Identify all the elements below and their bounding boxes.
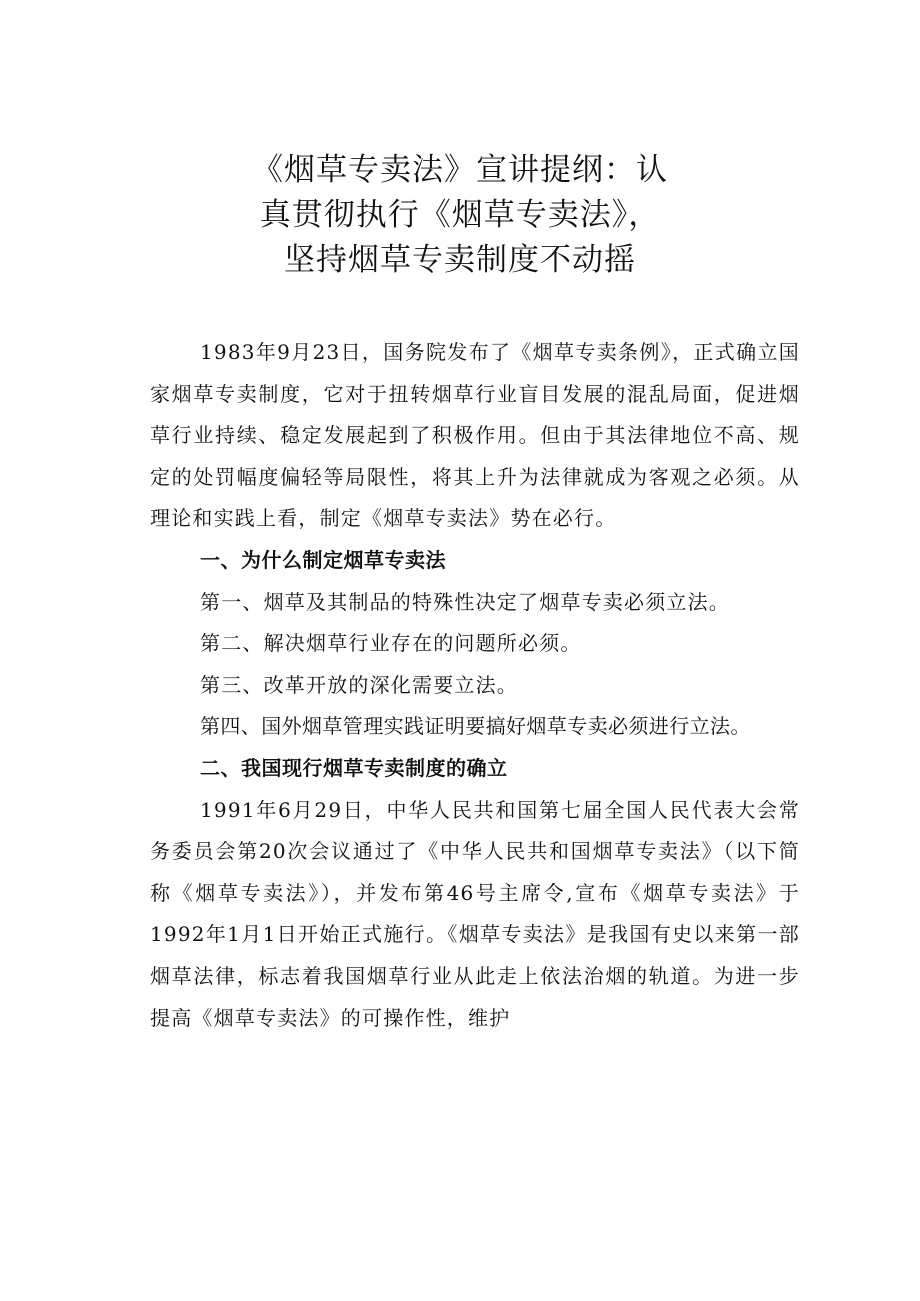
- title-line-3: 坚持烟草专卖制度不动摇: [284, 242, 636, 278]
- document-title: [150, 148, 770, 283]
- document-body: [150, 332, 800, 1039]
- section-1-item-4: 第四、国外烟草管理实践证明要搞好烟草专卖必须进行立法。: [200, 714, 751, 739]
- section-1-heading: 一、为什么制定烟草专卖法: [200, 547, 446, 572]
- section-1-item-3: 第三、改革开放的深化需要立法。: [200, 672, 518, 697]
- section-1-item-1: 第一、烟草及其制品的特殊性决定了烟草专卖必须立法。: [200, 589, 730, 614]
- section-1-item-2: 第二、解决烟草行业存在的问题所必须。: [200, 631, 582, 656]
- intro-paragraph: 1983年9月23日，国务院发布了《烟草专卖条例》，正式确立国家烟草专卖制度，它对于扭转烟草行业盲目发展的混乱局面，促进烟草行业持续、稳定发展起到了积极作用。但由于其法律地位不高、规定的处罚幅度偏轻等局限性，将其上升为法律就成为客观之必须。从理论和实践上看，制定《烟草专卖法》势在必行。: [150, 340, 800, 531]
- title-line-2: 真贯彻执行《烟草专卖法》，: [259, 197, 661, 233]
- section-2-paragraph: 1991年6月29日，中华人民共和国第七届全国人民代表大会常务委员会第20次会议通过了《中华人民共和国烟草专卖法》（以下简称《烟草专卖法》），并发布第46号主席令,宣布《烟草专卖法》于1992年1月1日开始正式施行。《烟草专卖法》是我国有史以来第一部烟草法律，标志着我国烟草行业从此走上依法治烟的轨道。为进一步提高《烟草专卖法》的可操作性，维护: [150, 797, 800, 1030]
- section-2-heading: 二、我国现行烟草专卖制度的确立: [200, 755, 508, 780]
- title-line-1: 《烟草专卖法》宣讲提纲：认: [252, 152, 668, 188]
